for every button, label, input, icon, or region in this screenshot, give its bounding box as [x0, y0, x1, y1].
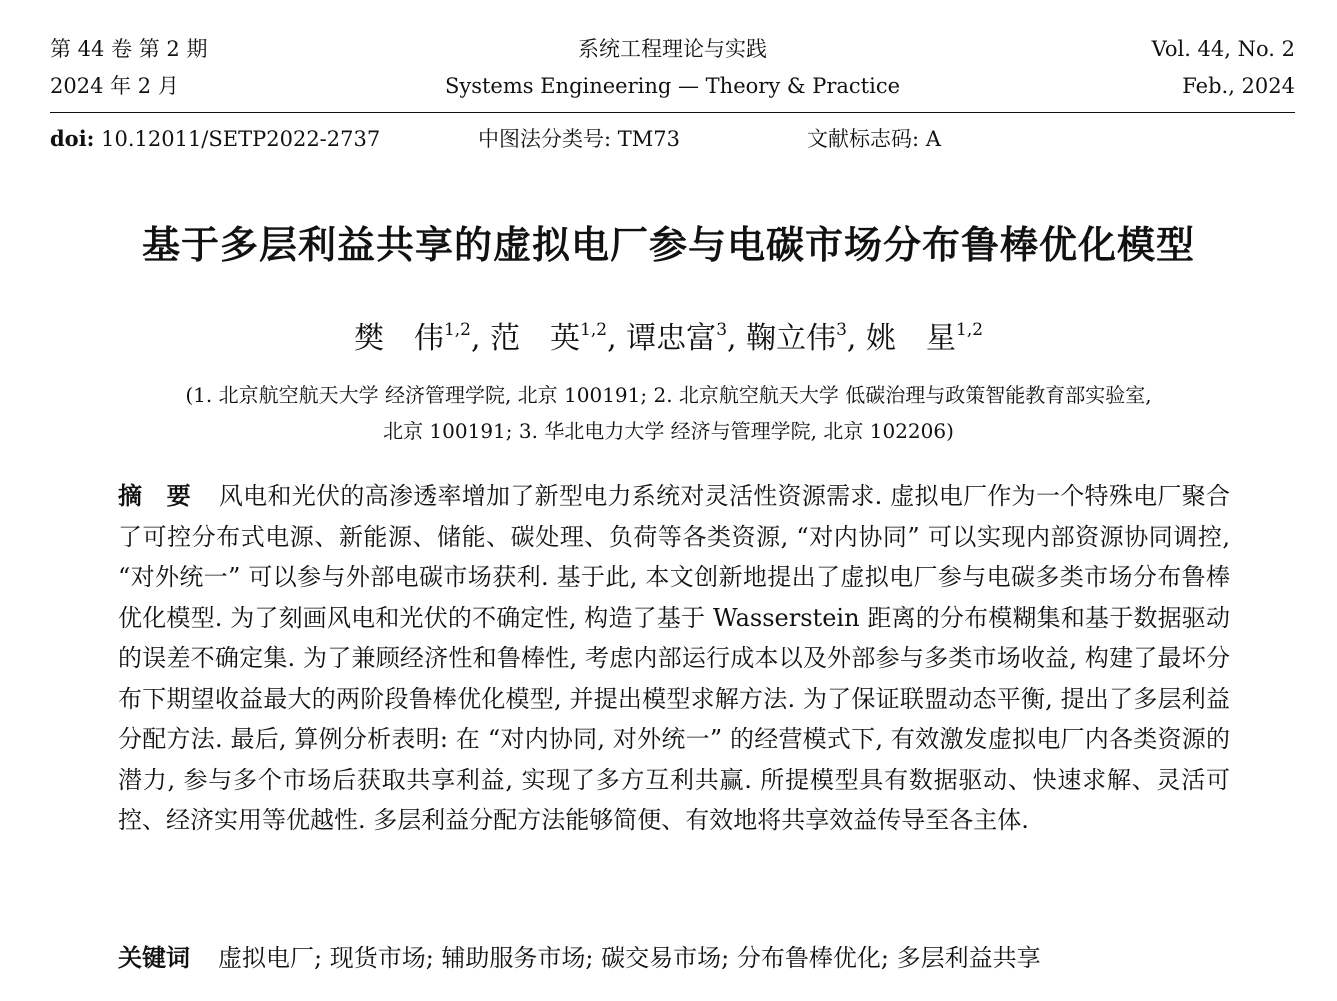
- author-affil-mark: 3: [836, 320, 847, 340]
- date-en: Feb., 2024: [1182, 74, 1295, 98]
- affiliation-line: 北京 100191; 3. 华北电力大学 经济与管理学院, 北京 102206): [383, 419, 954, 443]
- keywords-label: 关键词: [118, 944, 190, 972]
- author-affil-mark: 3: [716, 320, 728, 340]
- paper-title: 基于多层利益共享的虚拟电厂参与电碳市场分布鲁棒优化模型: [141, 223, 1195, 267]
- keywords: [118, 938, 1230, 978]
- author: [866, 321, 983, 356]
- doc-code-value: A: [925, 127, 941, 151]
- abstract: [118, 476, 1230, 841]
- clc-value: TM73: [617, 127, 680, 151]
- author: [626, 321, 746, 356]
- doi-label: doi:: [50, 126, 95, 151]
- journal-name-cn: 系统工程理论与实践: [578, 37, 767, 61]
- journal-name-en: Systems Engineering — Theory & Practice: [444, 74, 901, 98]
- clc-label: 中图法分类号:: [478, 127, 612, 151]
- volume-issue-en: Vol. 44, No. 2: [1151, 37, 1295, 61]
- doi: [50, 124, 380, 154]
- author-affil-mark: 1,2: [580, 320, 608, 340]
- doc-code-label: 文献标志码:: [807, 127, 920, 151]
- volume-issue-cn: 第 44 卷 第 2 期: [50, 37, 208, 61]
- affiliations: [60, 377, 1277, 449]
- author-separator: ,: [846, 321, 866, 356]
- author-name: 谭忠富: [626, 321, 717, 356]
- header-rule: [50, 112, 1295, 113]
- keywords-text: 虚拟电厂; 现货市场; 辅助服务市场; 碳交易市场; 分布鲁棒优化; 多层利益共享: [218, 944, 1041, 972]
- document-code: [807, 124, 941, 154]
- abstract-text: 风电和光伏的高渗透率增加了新型电力系统对灵活性资源需求. 虚拟电厂作为一个特殊电厂聚合了可控分布式电源、新能源、储能、碳处理、负荷等各类资源, “对内协同” 可以实现内部资源协同调控, “对外统一” 可以参与外部电碳市场获利. 基于此, 本文创新地提出了虚拟电厂参与电碳多类市场分布鲁棒优化模型. 为了刻画风电和光伏的不确定性, 构造了基于 Wasserstein 距离的分布模糊集和基于数据驱动的误差不确定集. 为了兼顾经济性和鲁棒性, 考虑内部运行成本以及外部参与多类市场收益, 构建了最坏分布下期望收益最大的两阶段鲁棒优化模型, 并提出模型求解方法. 为了保证联盟动态平衡, 提出了多层利益分配方法. 最后, 算例分析表明: 在 “对内协同, 对外统一” 的经营模式下, 有效激发虚拟电厂内各类资源的潜力, 参与多个市场后获取共享利益, 实现了多方互利共赢. 所提模型具有数据驱动、快速求解、灵活可控、经济实用等优越性. 多层利益分配方法能够简便、有效地将共享效益传导至各主体.: [118, 482, 1230, 834]
- author: [490, 321, 626, 356]
- author-affil-mark: 1,2: [443, 320, 471, 340]
- author-affil-mark: 1,2: [956, 320, 984, 340]
- affiliation-line: (1. 北京航空航天大学 经济管理学院, 北京 100191; 2. 北京航空航天大学 低碳治理与政策智能教育部实验室,: [185, 383, 1152, 407]
- author-separator: ,: [727, 321, 747, 356]
- journal-header: [50, 34, 1295, 110]
- author-name: 范 英: [490, 321, 581, 356]
- date-cn: 2024 年 2 月: [50, 74, 179, 98]
- abstract-label: 摘 要: [118, 482, 191, 510]
- author-list: [0, 317, 1337, 361]
- author: [746, 321, 866, 356]
- author-separator: ,: [607, 321, 627, 356]
- clc-number: [478, 124, 680, 154]
- author-name: 姚 星: [866, 321, 956, 356]
- doi-value: 10.12011/SETP2022-2737: [101, 127, 381, 151]
- author-name: 鞠立伟: [746, 321, 837, 356]
- author-name: 樊 伟: [353, 321, 444, 356]
- author: [354, 321, 490, 356]
- author-separator: ,: [470, 321, 491, 356]
